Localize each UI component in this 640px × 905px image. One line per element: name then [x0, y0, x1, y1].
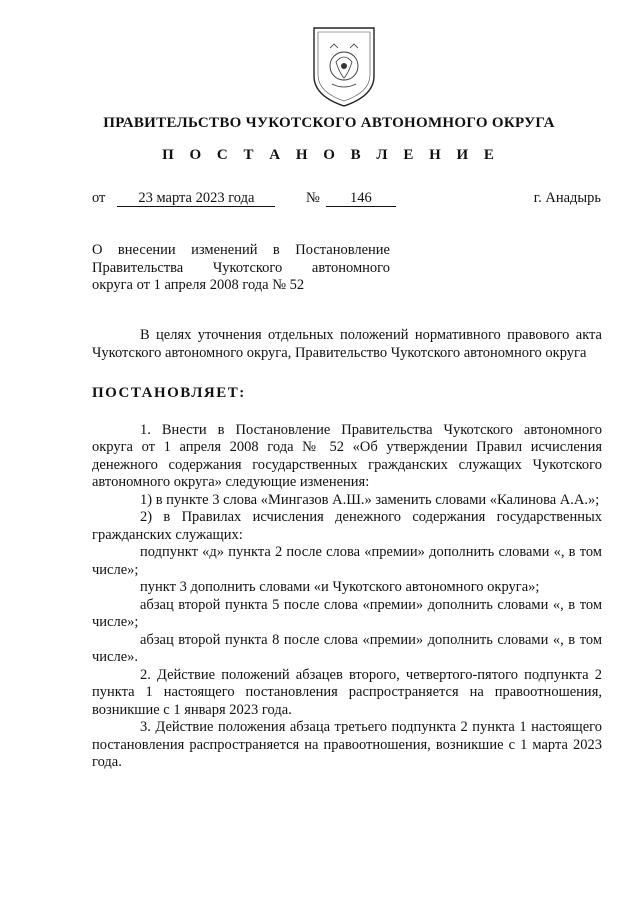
body-paragraph: 2. Действие положений абзацев второго, четвертого-пятого подпункта 2 пункта 1 настоящего постановления распространяется на правоотношения, возникшие с 1 января 2023 года. [92, 666, 602, 718]
date-label: от [92, 190, 106, 206]
number-value: 146 [326, 190, 396, 207]
preamble-paragraph: В целях уточнения отдельных положений нормативного правового акта Чукотского автономного округа, Правительство Чукотского автономного округа [92, 327, 602, 361]
date-value: 23 марта 2023 года [117, 190, 275, 207]
body-paragraph: 3. Действие положения абзаца третьего подпункта 2 пункта 1 настоящего постановления распространяется на правоотношения, возникшие с 1 марта 2023 года. [92, 719, 602, 770]
body-paragraph: абзац второй пункта 8 после слова «премии» дополнить словами «, в том числе». [92, 631, 602, 665]
body-paragraph: 1. Внести в Постановление Правительства Чукотского автономного округа от 1 апреля 2008 года № 52 «Об утверждении Правил исчисления денежного содержания государственных гражданских служащих Чукотского автономного округа» следующие изменения: [92, 421, 602, 490]
resolve-heading: ПОСТАНОВЛЯЕТ: [92, 385, 246, 401]
subject-line: округа от 1 апреля 2008 года № 52 [92, 277, 305, 293]
document-number [306, 190, 396, 207]
body-paragraph: подпункт «д» пункта 2 после слова «премии» дополнить словами «, в том числе»; [92, 544, 602, 578]
document-subject [92, 242, 390, 295]
number-label: № [306, 190, 320, 206]
document-city: г. Анадырь [533, 190, 601, 206]
document-date [92, 190, 275, 207]
body-paragraph: 1) в пункте 3 слова «Мингазов А.Ш.» заменить словами «Калинова А.А.»; [140, 491, 600, 508]
body-paragraph: 2) в Правилах исчисления денежного содержания государственных гражданских служащих: [92, 509, 602, 543]
body-paragraph: абзац второй пункта 5 после слова «премии» дополнить словами «, в том числе»; [92, 596, 602, 630]
coat-of-arms-emblem [310, 26, 378, 108]
document-kind-title: П О С Т А Н О В Л Е Н И Е [162, 147, 500, 163]
government-title: ПРАВИТЕЛЬСТВО ЧУКОТСКОГО АВТОНОМНОГО ОКРУГА [103, 115, 555, 131]
subject-line: Правительства Чукотского автономного [92, 259, 390, 276]
document-body [92, 327, 602, 772]
body-paragraph: пункт 3 дополнить словами «и Чукотского автономного округа»; [140, 579, 540, 595]
subject-line: О внесении изменений в Постановление [92, 242, 390, 258]
